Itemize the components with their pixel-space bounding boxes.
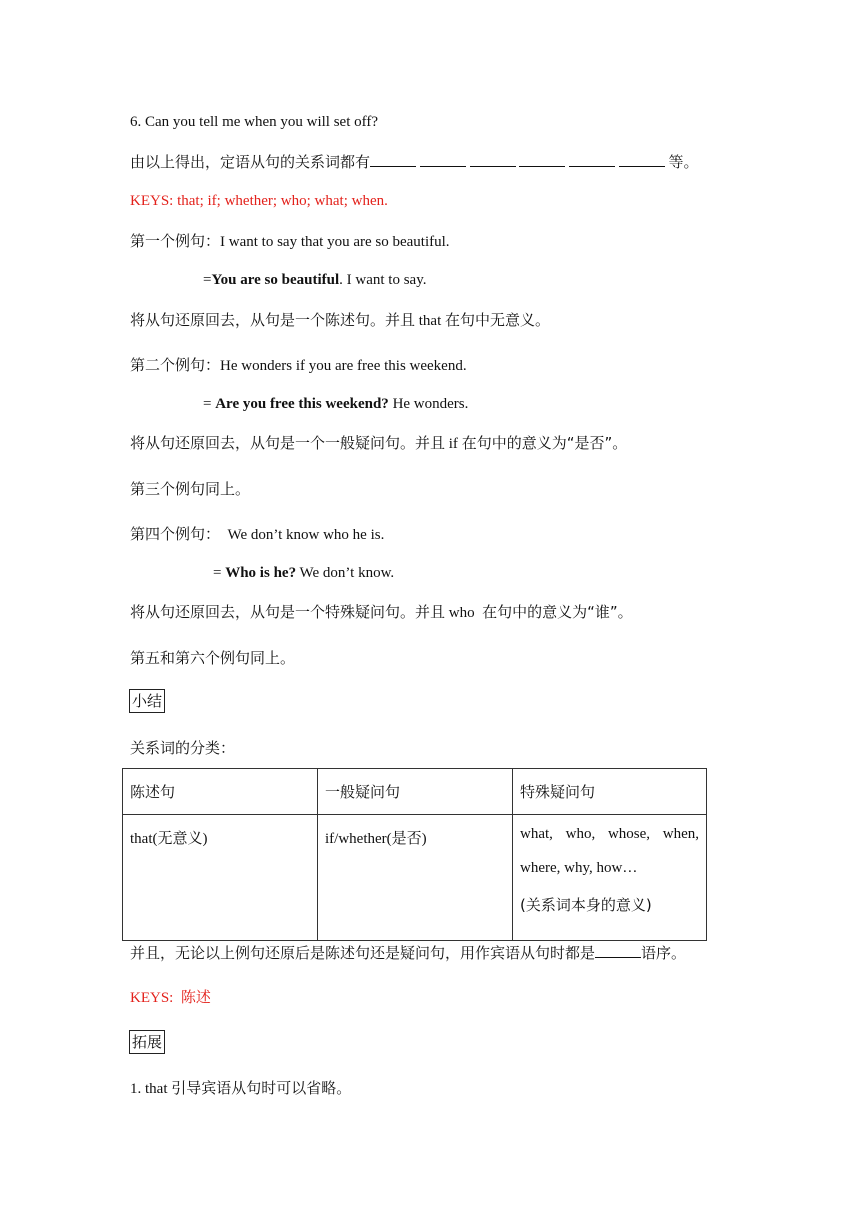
note-word: if (445, 436, 462, 452)
header-general-question: 一般疑问句 (318, 769, 513, 815)
table-header-row (123, 769, 707, 815)
fill-blank-5[interactable] (569, 152, 615, 167)
note-text-end: 在句中的意义为“谁”。 (482, 603, 633, 621)
example-4-note (130, 602, 633, 623)
equals-sign: = (203, 272, 212, 288)
cell-general-question (318, 815, 513, 941)
example-2-restored (203, 394, 468, 414)
example-2-bold: Are you free this weekend? (215, 396, 389, 412)
example-4-bold: Who is he? (225, 565, 297, 581)
note-text: 将从句还原回去，从句是一个一般疑问句。并且 (130, 434, 446, 452)
example-2-rest: He wonders. (388, 396, 469, 412)
note-word: who (445, 605, 483, 621)
classification-title: 关系词的分类： (130, 739, 236, 757)
expand-item-text: 引导宾语从句时可以省略。 (171, 1079, 352, 1097)
table-row (123, 815, 707, 941)
conclusion-text: 由以上得出，定语从句的关系词都有 (130, 153, 371, 171)
fill-blank-4[interactable] (519, 152, 565, 167)
conclusion-line (130, 152, 699, 173)
cell-meaning: 是否 (391, 829, 422, 847)
expand-heading-box: 拓展 (129, 1030, 165, 1054)
fill-blank-3[interactable] (470, 152, 516, 167)
expand-item-number: 1. that (130, 1081, 172, 1097)
cell-special-question (513, 815, 707, 941)
keys-answer-1: KEYS: that; if; whether; who; what; when. (130, 193, 388, 209)
note-text-end: 在句中无意义。 (445, 311, 551, 329)
header-special-question: 特殊疑问句 (513, 769, 707, 815)
example-1-sentence: I want to say that you are so beautiful. (220, 234, 450, 250)
fill-blank-6[interactable] (619, 152, 665, 167)
example-1-bold: You are so beautiful (211, 272, 340, 288)
fill-blank-word-order[interactable] (595, 943, 641, 958)
fill-blank-1[interactable] (370, 152, 416, 167)
expand-item-1 (130, 1078, 351, 1099)
cell-words-line-1: what, who, whose, when, (520, 826, 699, 842)
classification-table (122, 768, 707, 941)
note-word: that (415, 313, 446, 329)
question-6: 6. Can you tell me when you will set off? (130, 114, 379, 130)
cell-meaning: 无意义 (157, 829, 203, 847)
keys-answer-2: KEYS: 陈述 (130, 990, 211, 1006)
example-2 (130, 355, 467, 376)
word-order-text: 并且，无论以上例句还原后是陈述句还是疑问句，用作宾语从句时都是 (130, 944, 596, 962)
word-order-line (130, 943, 686, 964)
cell-word: that( (130, 831, 158, 847)
note-text: 将从句还原回去，从句是一个陈述句。并且 (130, 311, 416, 329)
summary-heading-box: 小结 (129, 689, 165, 713)
fill-blank-2[interactable] (420, 152, 466, 167)
conclusion-suffix: 等。 (668, 153, 699, 171)
equals-sign: = (203, 396, 216, 412)
example-3-note: 第三个例句同上。 (130, 480, 251, 498)
example-4-sentence: We don’t know who he is. (220, 527, 385, 543)
cell-word: if/whether( (325, 831, 392, 847)
equals-sign: = (213, 565, 226, 581)
cell-words-line-2: where, why, how… (520, 860, 638, 876)
cell-paren: ) (202, 831, 208, 847)
example-2-note (130, 433, 627, 454)
example-4-rest: We don’t know. (296, 565, 395, 581)
example-1-note (130, 310, 550, 331)
example-1-restored (203, 270, 426, 290)
example-1-rest: . I want to say. (339, 272, 427, 288)
example-4-label: 第四个例句： (130, 525, 221, 543)
cell-paren: ) (421, 831, 427, 847)
example-4 (130, 524, 384, 545)
example-4-restored (213, 563, 394, 583)
example-1-label: 第一个例句： (130, 232, 221, 250)
example-5-6-note: 第五和第六个例句同上。 (130, 649, 296, 667)
word-order-suffix: 语序。 (641, 944, 687, 962)
note-text-end: 在句中的意义为“是否”。 (461, 434, 628, 452)
note-text: 将从句还原回去，从句是一个特殊疑问句。并且 (130, 603, 446, 621)
example-2-sentence: He wonders if you are free this weekend. (220, 358, 467, 374)
header-declarative: 陈述句 (123, 769, 318, 815)
cell-note: (关系词本身的意义) (520, 896, 652, 914)
example-2-label: 第二个例句： (130, 356, 221, 374)
example-1 (130, 231, 450, 252)
cell-declarative (123, 815, 318, 941)
